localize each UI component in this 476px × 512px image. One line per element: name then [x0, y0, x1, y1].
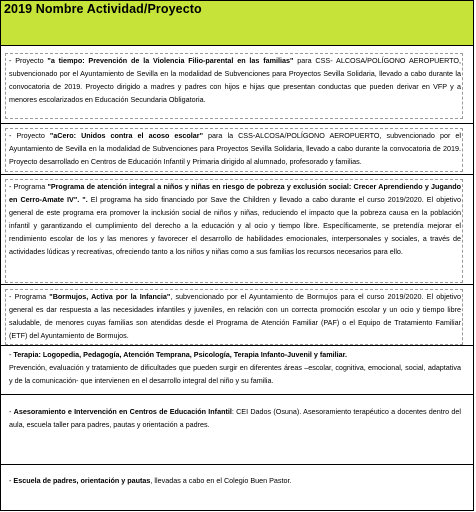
- table-row: [1, 175, 473, 285]
- row-description: , subvencionado por el Ayuntamiento de Bormujos para el curso 2019/2020. El objetivo general es dar respuesta a las necesidades infantiles y juveniles, en relación con un correcta promoción escolar y un ocio y tiempo libre saludable, de menores cuyas familias son atendidas desde el Programa de Atención Familiar (PAF) o el Equipo de Tratamiento Familiar (ETF) del Ayuntamiento de Bormujos.: [9, 292, 461, 340]
- row-prefix: Programa: [11, 292, 50, 301]
- row-text: [9, 129, 461, 168]
- row-description: , llevadas a cabo en el Colegio Buen Pastor.: [150, 476, 292, 485]
- project-name: "a tiempo: Prevención de la Violencia Filio-parental en las familias": [47, 56, 294, 65]
- row-bullet: -: [9, 350, 12, 359]
- row-bullet: -: [9, 182, 12, 191]
- row-description: para la CSS-ALCOSA/POLÍGONO AEROPUERTO, subvencionado por el Ayuntamiento de Sevilla en la modalidad de Subvenciones para Proyectos Sevilla Solidaria, llevado a cabo durante la convocatoria de 2019. Proyecto desarrollado en Centros de Educación Infantil y Primaria dirigido al alumnado, profesorado y familias.: [9, 131, 461, 166]
- program-name: "Programa de atención integral a niños y niñas en riesgo de pobreza y exclusión social: Crecer Aprendiendo y Jugando en Cerro-Amate IV". ".: [9, 182, 461, 204]
- row-description: para CSS- ALCOSA/POLÍGONO AEROPUERTO, subvencionado por el Ayuntamiento de Sevilla en la modalidad de Subvenciones para Proyectos Sevilla Solidaria, llevado a cabo durante la convocatoria de 2019. Proyecto dirigido a madres y padres con hijos e hijas que presentan conductas que pueden derivar en VFP y a menores escolarizados en Educación Secundaria Obligatoria.: [9, 56, 462, 104]
- page-title: 2019 Nombre Actividad/Proyecto: [4, 2, 202, 16]
- row-text: [9, 474, 461, 487]
- program-name: "Bormujos, Activa por la Infancia": [49, 292, 171, 301]
- row-bullet: -: [9, 292, 12, 301]
- table-header: [1, 1, 473, 46]
- table-row: [1, 395, 473, 465]
- row-bullet: -: [9, 131, 12, 140]
- row-description: : CEI Dados (Osuna). Asesoramiento terapéutico a docentes dentro del aula, escuela taller para padres, pautas y orientación a padres.: [9, 407, 462, 429]
- row-text: [9, 180, 461, 258]
- table-row: [1, 465, 473, 512]
- service-name: Asesoramiento e Intervención en Centros de Educación Infantil: [13, 407, 232, 416]
- row-text: [9, 54, 461, 106]
- table-row: [1, 45, 473, 124]
- service-name: Escuela de padres, orientación y pautas: [13, 476, 151, 485]
- row-bullet: -: [9, 56, 12, 65]
- row-text: [9, 348, 461, 387]
- row-text: [9, 290, 461, 342]
- row-bullet: -: [9, 407, 12, 416]
- row-prefix: Proyecto: [11, 131, 50, 140]
- row-bullet: -: [9, 476, 12, 485]
- row-text: [9, 405, 461, 431]
- row-description: El programa ha sido financiado por Save the Children y llevado a cabo durante el curso 2019/2020. El objetivo general de este programa era promover la inclusión social de niños y niñas, reduciendo el impacto que la pobreza causa en la población infantil y garantizando el cumplimiento del derecho a la educación y al ocio y tiempo libre. Específicamente, se pretendía mejorar el rendimiento escolar de los y las menores y favorecer el desarrollo de habilidades emocionales, interpersonales y sociales, a través de actividades lúdicas y recreativas, ofreciendo tanto a los niños y niñas como a sus familias los recursos necesarios para ello.: [9, 195, 461, 256]
- row-prefix: Programa: [11, 182, 48, 191]
- row-description: Prevención, evaluación y tratamiento de dificultades que pueden surgir en diferentes áreas –escolar, cognitiva, emocional, social, adaptativa y de la comunicación- que intervienen en el desarrollo integral del niño y su familia.: [9, 363, 461, 385]
- table-row: [1, 346, 473, 395]
- table-row: [1, 285, 473, 346]
- table-row: [1, 124, 473, 175]
- service-name: Terapia: Logopedia, Pedagogía, Atención Temprana, Psicología, Terapia Infanto-Juvenil y familiar.: [13, 350, 348, 359]
- project-name: "aCero: Unidos contra el acoso escolar": [49, 131, 203, 140]
- row-prefix: Proyecto: [11, 56, 48, 65]
